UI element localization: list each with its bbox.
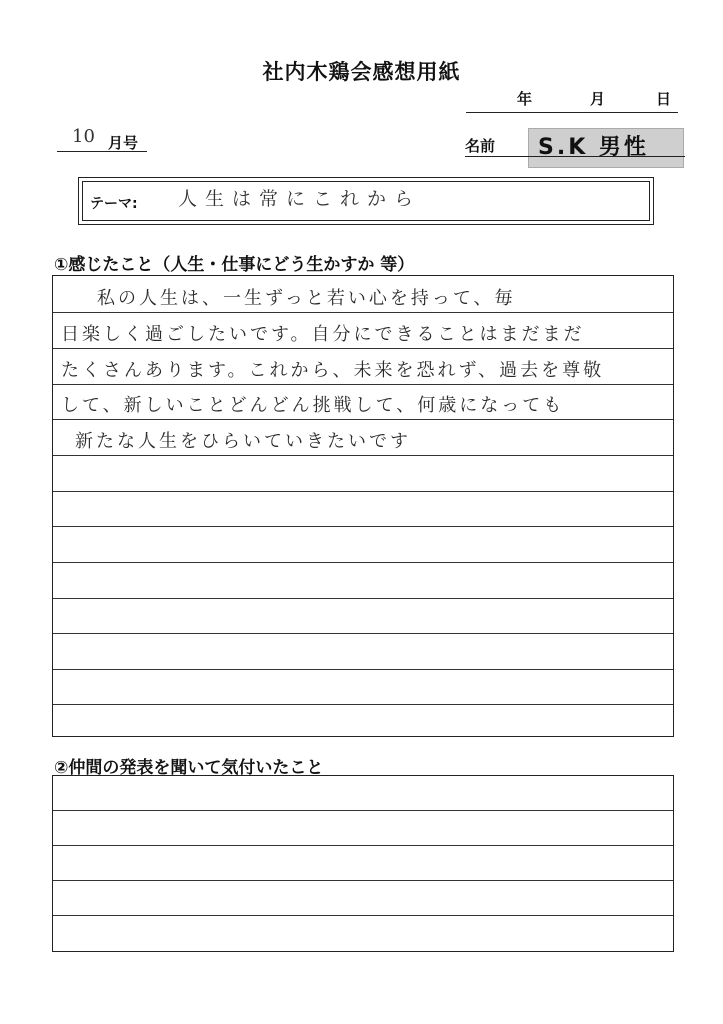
handwritten-line: して、新しいことどんどん挑戦して、何歳になっても (61, 395, 565, 416)
name-label: 名前 (465, 137, 496, 155)
month-issue-label: 月号 (108, 134, 139, 152)
ruled-line (53, 312, 673, 313)
name-value: S.K 男性 (538, 135, 649, 160)
year-label: 年 (517, 90, 533, 108)
ruled-line (53, 915, 673, 916)
theme-label: テーマ: (90, 196, 138, 212)
ruled-line (53, 845, 673, 846)
ruled-line (53, 562, 673, 563)
section2-heading: ②仲間の発表を聞いて気付いたこと (54, 758, 324, 778)
ruled-line (53, 598, 673, 599)
ruled-line (53, 348, 673, 349)
handwritten-line: 新たな人生をひらいていきたいです (75, 431, 411, 452)
ruled-line (53, 633, 673, 634)
ruled-line (53, 384, 673, 385)
ruled-line (53, 526, 673, 527)
ruled-line (53, 810, 673, 811)
theme-value: 人生は常にこれから (178, 188, 422, 210)
date-underline (466, 112, 678, 113)
form-title: 社内木鶏会感想用紙 (262, 60, 461, 84)
handwritten-line: 私の人生は、一生ずっと若い心を持って、毎 (97, 288, 516, 309)
ruled-line (53, 704, 673, 705)
ruled-line (53, 669, 673, 670)
month-issue-value: 10 (72, 126, 95, 147)
section2-writing-area (52, 775, 674, 952)
ruled-line (53, 880, 673, 881)
month-issue-underline (57, 151, 147, 152)
ruled-line (53, 419, 673, 420)
ruled-line (53, 491, 673, 492)
section1-writing-area (52, 275, 674, 737)
month-label: 月 (590, 90, 606, 108)
name-underline (465, 156, 685, 157)
handwritten-line: たくさんあります。これから、未来を恐れず、過去を尊敬 (61, 360, 605, 381)
handwritten-line: 日楽しく過ごしたいです。自分にできることはまだまだ (61, 324, 585, 345)
section1-heading: ①感じたこと（人生・仕事にどう生かすか 等） (54, 255, 415, 275)
day-label: 日 (656, 90, 672, 108)
ruled-line (53, 455, 673, 456)
